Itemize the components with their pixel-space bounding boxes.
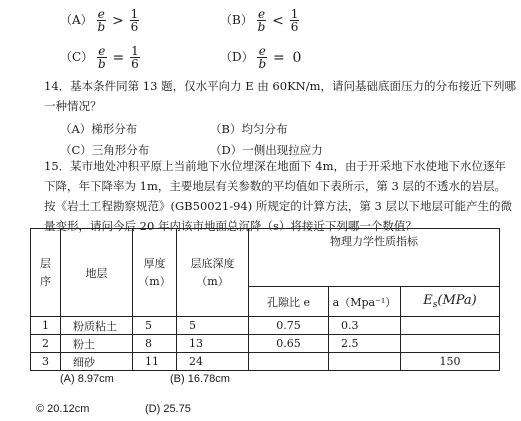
- header-seq: 层 序: [31, 229, 61, 317]
- q15-line-3: 按《岩土工程勘察规范》(GB50021-94) 所规定的计算方法，第 3 层以下地层可能产生的微: [44, 199, 512, 213]
- cell-thickness: 5: [133, 317, 177, 335]
- cell-void-ratio: [249, 353, 329, 371]
- q14-option-d: （D）一侧出现拉应力: [210, 143, 323, 157]
- q14-line-1: 14．基本条件同第 13 题，仅水平向力 E 由 60KN/m，请问基础底面压力的分布接近下列哪: [44, 79, 517, 93]
- cell-layer: 细砂: [61, 353, 133, 371]
- option-label: （D）: [220, 50, 254, 64]
- cell-layer: 粉质粘土: [61, 317, 133, 335]
- header-layer: 地层: [61, 229, 133, 317]
- fraction-1-6: $\frac{1}{6}$: [130, 7, 139, 34]
- fraction-1-6: $\frac{1}{6}$: [290, 7, 299, 34]
- fraction-e-b: $\frac{e}{b}$: [98, 44, 106, 71]
- q13-option-a: [60, 8, 139, 33]
- operator: =: [112, 49, 125, 66]
- q14-option-a: （A）梯形分布: [60, 122, 138, 136]
- value-zero: 0: [292, 49, 302, 66]
- header-es: $E_s(MPa)$: [401, 287, 500, 317]
- cell-layer: 粉土: [61, 335, 133, 353]
- cell-thickness: 11: [133, 353, 177, 371]
- q15-line-1: 15．某市地处冲积平原上当前地下水位埋深在地面下 4m，由于开采地下水使地下水位逐年: [44, 159, 507, 173]
- cell-seq: 3: [31, 353, 61, 371]
- fraction-e-b: $\frac{e}{b}$: [97, 7, 106, 34]
- cell-es: 150: [401, 353, 500, 371]
- cell-depth: 24: [177, 353, 249, 371]
- q15-line-4: 量变形，请问今后 20 年内该市地面总沉降（s）将接近下列哪一个数值？: [44, 219, 417, 233]
- answer-d: (D) 25.75: [145, 403, 191, 415]
- q14-option-b: （B）均匀分布: [210, 122, 288, 136]
- header-thickness: 厚度 （m）: [133, 229, 177, 317]
- option-label: （A）: [60, 13, 93, 27]
- q13-option-b: [220, 8, 299, 33]
- header-compressibility: a（Mpa⁻¹）: [329, 287, 401, 317]
- operator: <: [272, 12, 284, 29]
- answer-a: (A) 8.97cm: [60, 373, 114, 385]
- cell-compressibility: [329, 353, 401, 371]
- header-properties: 物理力学性质指标: [249, 229, 500, 287]
- cell-depth: 5: [177, 317, 249, 335]
- header-void-ratio: 孔隙比 e: [249, 287, 329, 317]
- fraction-e-b: $\frac{e}{b}$: [257, 7, 266, 34]
- table-row: [31, 353, 500, 371]
- q14-option-c: （C）三角形分布: [60, 143, 150, 157]
- q15-line-2: 下降，年下降率为 1m，主要地层有关参数的平均值如下表所示，第 3 层的不透水的岩层。: [44, 179, 507, 193]
- cell-es: [401, 335, 500, 353]
- cell-es: [401, 317, 500, 335]
- option-label: （C）: [60, 50, 94, 64]
- operator: =: [272, 49, 285, 66]
- q13-option-d: [220, 45, 303, 70]
- cell-seq: 2: [31, 335, 61, 353]
- header-bottom-depth: 层底深度 （m）: [177, 229, 249, 317]
- answer-c: © 20.12cm: [36, 403, 90, 415]
- soil-parameters-table: [30, 228, 500, 371]
- q13-option-c: [60, 45, 140, 70]
- cell-compressibility: 2.5: [329, 335, 401, 353]
- q14-line-2: 一种情况？: [44, 99, 102, 113]
- answer-b: (B) 16.78cm: [170, 373, 230, 385]
- cell-seq: 1: [31, 317, 61, 335]
- fraction-e-b: $\frac{e}{b}$: [258, 44, 267, 71]
- table-row: [31, 335, 500, 353]
- option-label: （B）: [220, 13, 253, 27]
- operator: >: [112, 12, 124, 29]
- cell-void-ratio: 0.65: [249, 335, 329, 353]
- fraction-1-6: $\frac{1}{6}$: [131, 44, 139, 71]
- cell-depth: 13: [177, 335, 249, 353]
- cell-void-ratio: 0.75: [249, 317, 329, 335]
- cell-compressibility: 0.3: [329, 317, 401, 335]
- table-row: [31, 317, 500, 335]
- cell-thickness: 8: [133, 335, 177, 353]
